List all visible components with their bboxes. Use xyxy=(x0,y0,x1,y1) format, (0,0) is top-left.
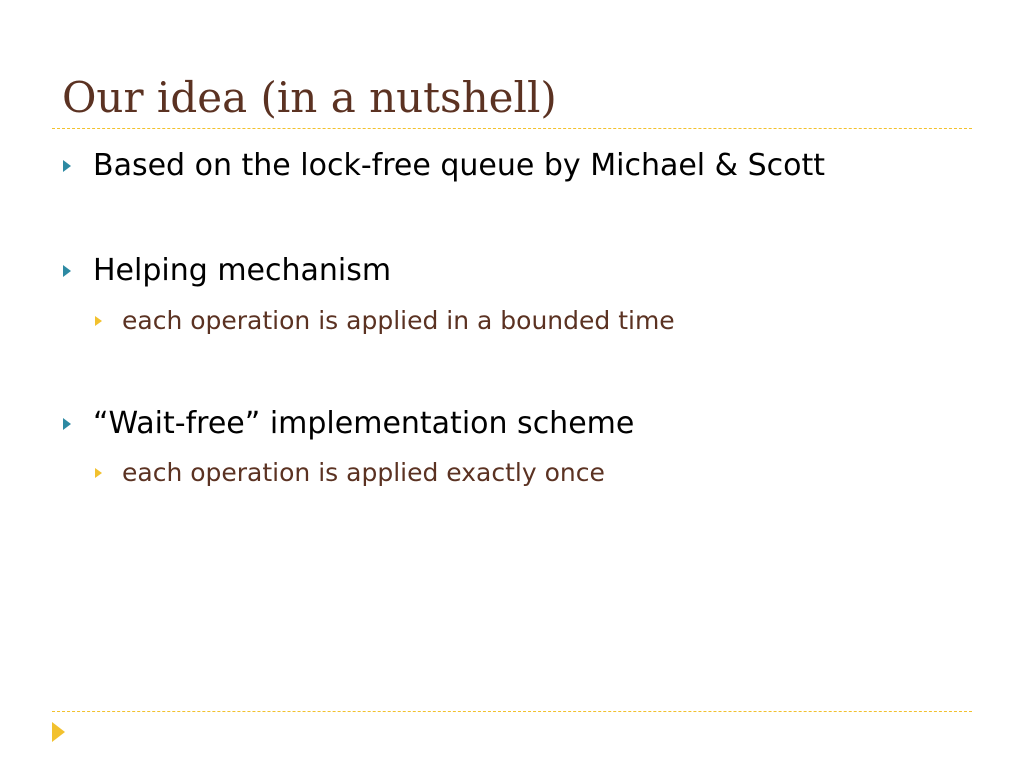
triangle-bullet-icon xyxy=(63,265,71,277)
sub-bullet-item xyxy=(95,457,605,489)
sub-bullet-text: each operation is applied exactly once xyxy=(122,458,605,487)
title-divider xyxy=(52,128,972,129)
bullet-text: Helping mechanism xyxy=(93,253,392,288)
sub-bullet-text: each operation is applied in a bounded time xyxy=(122,306,675,335)
bullet-item xyxy=(63,148,825,184)
triangle-sub-bullet-icon xyxy=(95,468,102,478)
slide-title: Our idea (in a nutshell) xyxy=(62,73,557,122)
triangle-bullet-icon xyxy=(63,418,71,430)
bullet-item xyxy=(63,253,391,289)
triangle-sub-bullet-icon xyxy=(95,316,102,326)
footer-divider xyxy=(52,711,972,712)
play-triangle-icon xyxy=(52,722,65,742)
bullet-text: Based on the lock-free queue by Michael & Scott xyxy=(93,148,826,183)
sub-bullet-item xyxy=(95,305,675,337)
bullet-text: “Wait-free” implementation scheme xyxy=(93,406,635,441)
triangle-bullet-icon xyxy=(63,160,71,172)
bullet-item xyxy=(63,406,634,442)
